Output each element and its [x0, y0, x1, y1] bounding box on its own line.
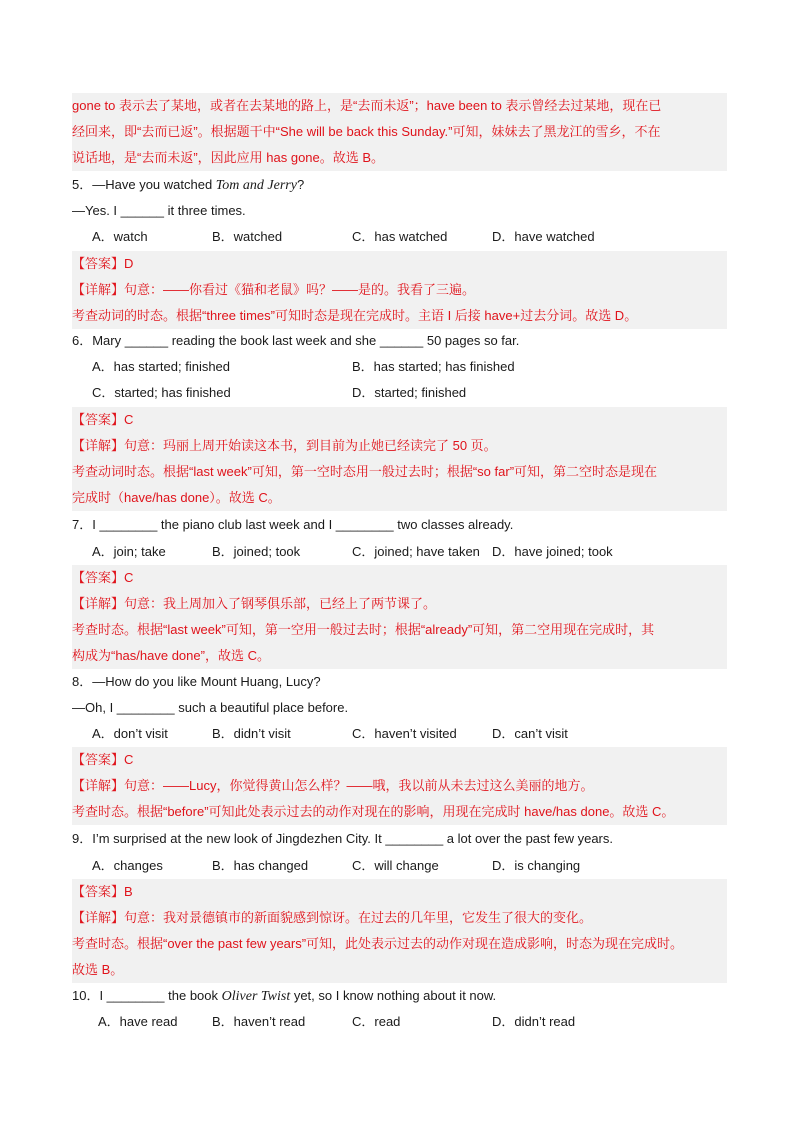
option-c: C．joined; have taken [352, 544, 480, 559]
detail-line: 完成时（have/has done）。故选 C。 [72, 490, 281, 505]
option-a: A．has started; finished [92, 359, 231, 374]
option-a: A．changes [92, 858, 163, 873]
detail-line: 故选 B。 [72, 962, 124, 977]
question-5-stem [72, 172, 304, 198]
stem-text: 5．—Have you watched [72, 177, 216, 192]
title-italic: Oliver Twist [221, 989, 291, 1004]
detail-line: 【详解】句意：——你看过《猫和老鼠》吗？——是的。我看了三遍。 [72, 282, 476, 297]
question-7-stem: 7．I ________ the piano club last week and I ________ two classes already. [72, 517, 514, 532]
detail-line: 考查时态。根据“last week”可知，第一空用一般过去时；根据“already”可知，第二空用现在完成时，其 [72, 622, 655, 637]
option-c: C．has watched [352, 229, 448, 244]
question-8-stem: 8．—How do you like Mount Huang, Lucy? [72, 674, 321, 689]
option-b: B．joined; took [212, 544, 301, 559]
previous-explanation [72, 93, 727, 171]
explanation-line: gone to 表示去了某地，或者在去某地的路上，是“去而未返”；have been to 表示曾经去过某地，现在已 [72, 98, 662, 113]
question-9-stem: 9．I’m surprised at the new look of Jingdezhen City. It ________ a lot over the past few years. [72, 831, 613, 846]
question-10-stem [72, 983, 496, 1009]
question-8-explanation [72, 747, 727, 825]
question-9-explanation [72, 879, 727, 983]
question-6-stem: 6．Mary ______ reading the book last week and she ______ 50 pages so far. [72, 333, 520, 348]
stem-text: yet, so I know nothing about it now. [290, 988, 497, 1003]
option-d: D．have joined; took [492, 544, 613, 559]
answer-line: 【答案】C [72, 412, 134, 427]
option-b: B．watched [212, 229, 283, 244]
question-7-explanation [72, 565, 727, 669]
detail-line: 【详解】句意：玛丽上周开始读这本书，到目前为止她已经读完了 50 页。 [72, 438, 497, 453]
stem-text: 10．I ________ the book [72, 988, 222, 1003]
answer-line: 【答案】B [72, 884, 133, 899]
option-d: D．started; finished [352, 385, 467, 400]
explanation-line: 经回来，即“去而已返”。根据题干中“She will be back this Sunday.”可知，妹妹去了黑龙江的雪乡，不在 [72, 124, 661, 139]
explanation-line: 说话地，是“去而未返”，因此应用 has gone。故选 B。 [72, 150, 385, 165]
option-b: B．has changed [212, 858, 309, 873]
answer-line: 【答案】C [72, 752, 134, 767]
detail-line: 【详解】句意：我上周加入了钢琴俱乐部，已经上了两节课了。 [72, 596, 437, 611]
question-5-explanation [72, 251, 727, 329]
question-5-reply: —Yes. I ______ it three times. [72, 203, 246, 218]
detail-line: 【详解】句意：——Lucy，你觉得黄山怎么样？——哦，我以前从未去过这么美丽的地方。 [72, 778, 594, 793]
option-a: A．don’t visit [92, 726, 168, 741]
question-8-reply: —Oh, I ________ such a beautiful place before. [72, 700, 349, 715]
detail-line: 构成为“has/have done”，故选 C。 [72, 648, 270, 663]
detail-line: 考查动词的时态。根据“three times”可知时态是现在完成时。主语 I 后接 have+过去分词。故选 D。 [72, 308, 638, 323]
option-d: D．is changing [492, 858, 581, 873]
detail-line: 考查动词时态。根据“last week”可知，第一空时态用一般过去时；根据“so far”可知，第二空时态是现在 [72, 464, 658, 479]
detail-line: 【详解】句意：我对景德镇市的新面貌感到惊讶。在过去的几年里，它发生了很大的变化。 [72, 910, 593, 925]
option-c: C．started; has finished [92, 385, 231, 400]
title-italic: Tom and Jerry [215, 178, 297, 193]
answer-line: 【答案】D [72, 256, 134, 271]
option-a: A．have read [98, 1014, 178, 1029]
option-b: B．haven’t read [212, 1014, 306, 1029]
stem-text: ? [296, 177, 305, 192]
detail-line: 考查时态。根据“before”可知此处表示过去的动作对现在的影响，用现在完成时 have/has done。故选 C。 [72, 804, 675, 819]
option-d: D．have watched [492, 229, 595, 244]
option-b: B．has started; has finished [352, 359, 515, 374]
option-a: A．watch [92, 229, 148, 244]
option-c: C．read [352, 1014, 401, 1029]
option-a: A．join; take [92, 544, 166, 559]
option-b: B．didn’t visit [212, 726, 291, 741]
answer-line: 【答案】C [72, 570, 134, 585]
detail-line: 考查时态。根据“over the past few years”可知，此处表示过去的动作对现在造成影响，时态为现在完成时。 [72, 936, 684, 951]
question-6-explanation [72, 407, 727, 511]
option-c: C．haven’t visited [352, 726, 457, 741]
option-d: D．can’t visit [492, 726, 568, 741]
option-c: C．will change [352, 858, 439, 873]
option-d: D．didn’t read [492, 1014, 576, 1029]
